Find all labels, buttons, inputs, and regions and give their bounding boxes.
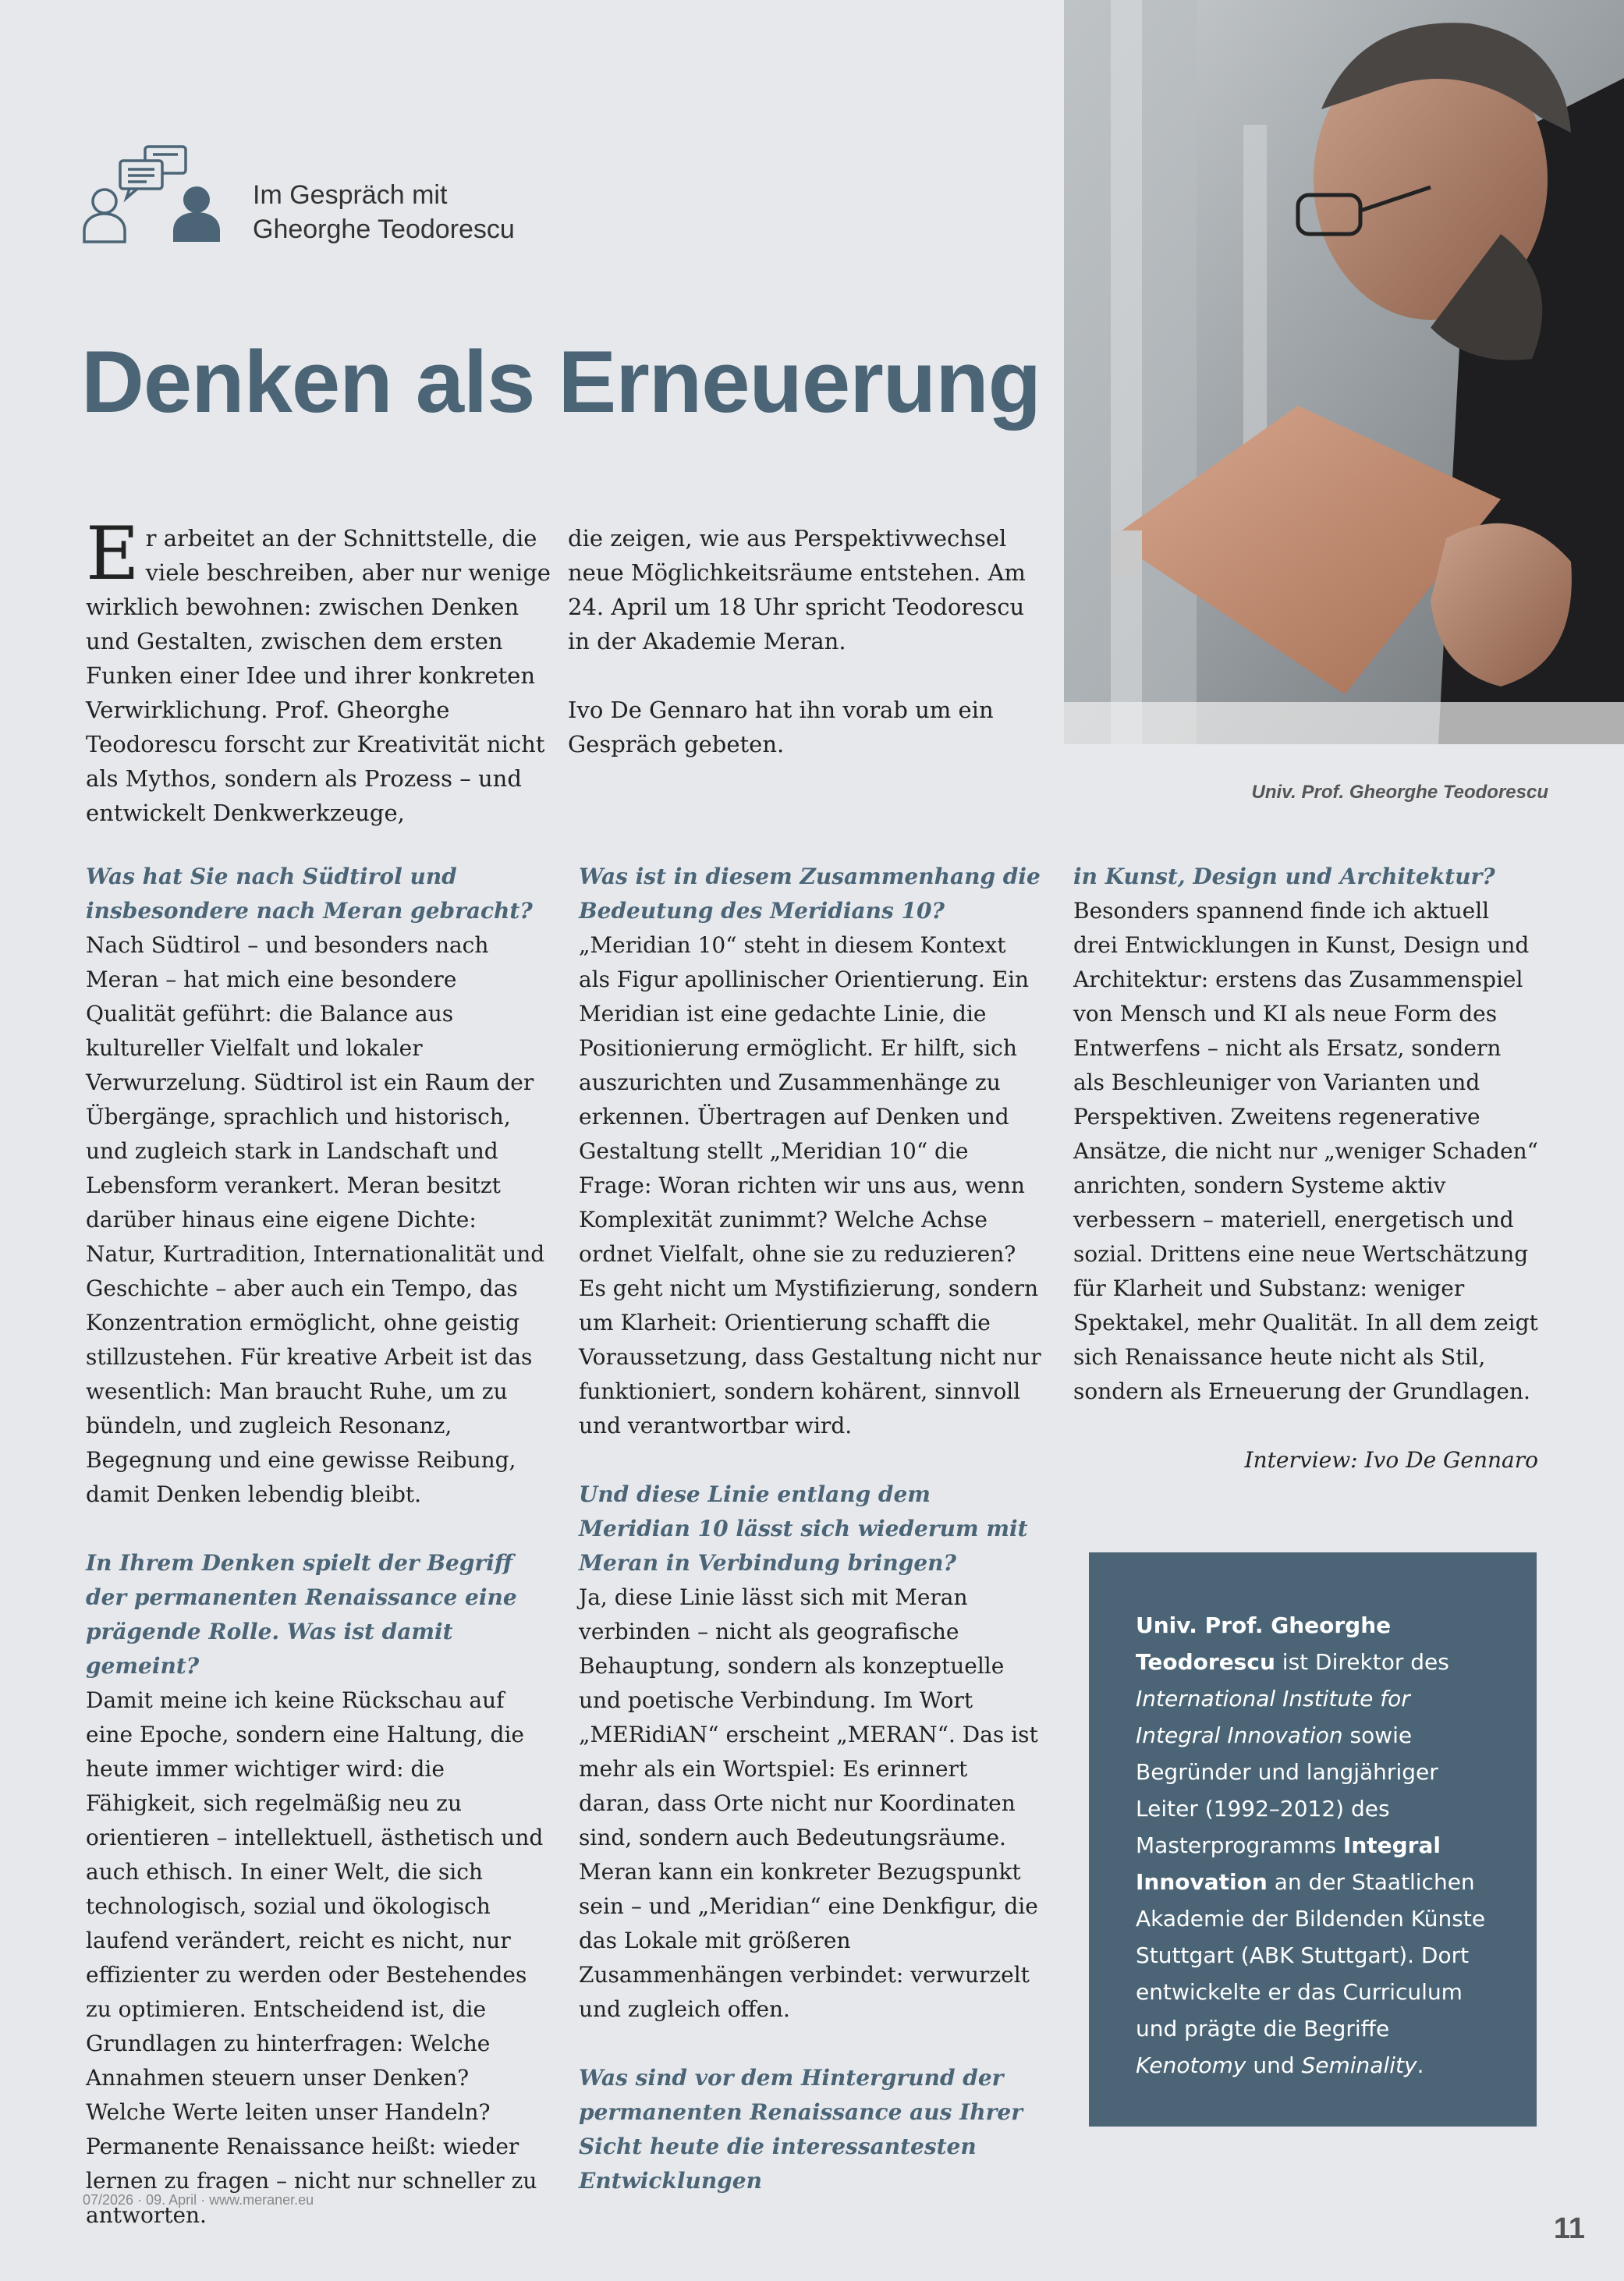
- bio-box: [1089, 1552, 1537, 2127]
- page-number: 11: [1553, 2212, 1585, 2245]
- intro-right-text-2: Ivo De Gennaro hat ihn vorab um ein Gespräch gebeten.: [568, 697, 994, 757]
- kicker-line-1: Im Gespräch mit: [253, 180, 448, 210]
- column-2: [579, 860, 1044, 2198]
- bio-term-2: Seminality: [1301, 2052, 1417, 2078]
- article-title: Denken als Erneuerung: [81, 333, 1041, 431]
- bio-text-3: an der Staatlichen Akademie der Bildenden Künste Stuttgart (ABK Stuttgart). Dort entwickelte er das Curriculum und prägte die Begriffe: [1136, 1869, 1486, 2042]
- dropcap: E: [86, 512, 140, 597]
- bio-text-5: .: [1417, 2052, 1424, 2078]
- interview-credit: Interview: Ivo De Gennaro: [1244, 1447, 1538, 1473]
- bio-text-1: ist Direktor des: [1275, 1649, 1449, 1675]
- portrait-photo: [1064, 0, 1624, 744]
- intro-left-text: r arbeitet an der Schnittstelle, die viele beschreiben, aber nur wenige wirklich bewohnen: zwischen Denken und Gestalten, zwischen dem ersten Funken einer Idee und ihrer konkreten Verwirklichung. Prof. Gheorghe Teodorescu forscht zur Kreativität nicht als Mythos, sondern als Prozess – und entwickelt Denkwerkzeuge,: [86, 525, 551, 826]
- question-5-part-1: Was sind vor dem Hintergrund der permanenten Renaissance aus Ihrer Sicht heute die interessantesten Entwicklungen: [579, 2065, 1023, 2194]
- question-1: Was hat Sie nach Südtirol und insbesondere nach Meran gebracht?: [86, 864, 533, 924]
- bio-institute: International Institute for Integral Innovation: [1136, 1686, 1410, 1748]
- question-5-part-2: in Kunst, Design und Architektur?: [1073, 864, 1495, 889]
- question-4: Und diese Linie entlang dem Meridian 10 lässt sich wiederum mit Meran in Verbindung bringen?: [579, 1481, 1028, 1576]
- bio-text: [1136, 1607, 1490, 2084]
- kicker: [253, 178, 515, 247]
- intro-left: [86, 512, 551, 830]
- column-3: [1073, 860, 1538, 1478]
- question-2: In Ihrem Denken spielt der Begriff der permanenten Renaissance eine prägende Rolle. Was ist damit gemeint?: [86, 1550, 517, 1679]
- question-3: Was ist in diesem Zusammenhang die Bedeutung des Meridians 10?: [579, 864, 1041, 924]
- bio-name: Univ. Prof. Gheorghe Teodorescu: [1136, 1612, 1392, 1675]
- answer-3: „Meridian 10“ steht in diesem Kontext als Figur apollinischer Orientierung. Ein Meridian ist eine gedachte Linie, die Positionierung ermöglicht. Er hilft, sich auszurichten und Zusammenhänge zu erkennen. Übertragen auf Denken und Gestaltung stellt „Meridian 10“ die Frage: Woran richten wir uns aus, wenn Komplexität zunimmt? Welche Achse ordnet Vielfalt, ohne sie zu reduzieren? Es geht nicht um Mystifizierung, sondern um Klarheit: Orientierung schafft die Voraussetzung, dass Gestaltung nicht nur funktioniert, sondern kohärent, sinnvoll und verantwortbar wird.: [579, 932, 1041, 1438]
- photo-caption: Univ. Prof. Gheorghe Teodorescu: [1251, 782, 1548, 803]
- answer-1: Nach Südtirol – und besonders nach Meran – hat mich eine besondere Qualität geführt: die Balance aus kultureller Vielfalt und lokaler Verwurzelung. Südtirol ist ein Raum der Übergänge, sprachlich und historisch, und zugleich stark in Landschaft und Lebensform verankert. Meran besitzt darüber hinaus eine eigene Dichte: Natur, Kurtradition, Internationalität und Geschichte – aber auch ein Tempo, das Konzentration ermöglicht, ohne geistig stillzustehen. Für kreative Arbeit ist das wesentlich: Man braucht Ruhe, um zu bündeln, und zugleich Resonanz, Begegnung und eine gewisse Reibung, damit Denken lebendig bleibt.: [86, 932, 545, 1507]
- bio-text-4: und: [1246, 2052, 1302, 2078]
- bio-text-2: sowie Begründer und langjähriger Leiter (1992–2012) des Masterprogramms: [1136, 1722, 1438, 1858]
- conversation-icon: [81, 145, 223, 243]
- answer-2: Damit meine ich keine Rückschau auf eine Epoche, sondern eine Haltung, die heute immer wichtiger wird: die Fähigkeit, sich regelmäßig neu zu orientieren – intellektuell, ästhetisch und auch ethisch. In einer Welt, die sich technologisch, sozial und ökologisch laufend verändert, reicht es nicht, nur effizienter zu werden oder Bestehendes zu optimieren. Entscheidend ist, die Grundlagen zu hinterfragen: Welche Annahmen steuern unser Denken? Welche Werte leiten unser Handeln? Permanente Renaissance heißt: wieder lernen zu fragen – nicht nur schneller zu antworten.: [86, 1687, 544, 2228]
- kicker-line-2: Gheorghe Teodorescu: [253, 215, 515, 244]
- footer-info: 07/2026 · 09. April · www.meraner.eu: [83, 2192, 314, 2208]
- bio-term-1: Kenotomy: [1136, 2052, 1246, 2078]
- answer-5: Besonders spannend finde ich aktuell drei Entwicklungen in Kunst, Design und Architektur: erstens das Zusammenspiel von Mensch und KI als neue Form des Entwerfens – nicht als Ersatz, sondern als Beschleuniger von Varianten und Perspektiven. Zweitens regenerative Ansätze, die nicht nur „weniger Schaden“ anrichten, sondern Systeme aktiv verbessern – materiell, energetisch und sozial. Drittens eine neue Wertschätzung für Klarheit und Substanz: weniger Spektakel, mehr Qualität. In all dem zeigt sich Renaissance heute nicht als Stil, sondern als Erneuerung der Grundlagen.: [1073, 898, 1538, 1404]
- intro-right: [568, 521, 1044, 761]
- intro-right-text: die zeigen, wie aus Perspektivwechsel neue Möglichkeitsräume entstehen. Am 24. April um 18 Uhr spricht Teodorescu in der Akademie Meran.: [568, 525, 1026, 655]
- answer-4: Ja, diese Linie lässt sich mit Meran verbinden – nicht als geografische Behauptung, sondern als konzeptuelle und poetische Verbindung. Im Wort „MERidiAN“ erscheint „MERAN“. Das ist mehr als ein Wortspiel: Es erinnert daran, dass Orte nicht nur Koordinaten sind, sondern auch Bedeutungsräume. Meran kann ein konkreter Bezugspunkt sein – und „Meridian“ eine Denkfigur, die das Lokale mit größeren Zusammenhängen verbindet: verwurzelt und zugleich offen.: [579, 1584, 1038, 2022]
- column-1: [86, 860, 551, 2233]
- bio-program: Integral Innovation: [1136, 1832, 1441, 1895]
